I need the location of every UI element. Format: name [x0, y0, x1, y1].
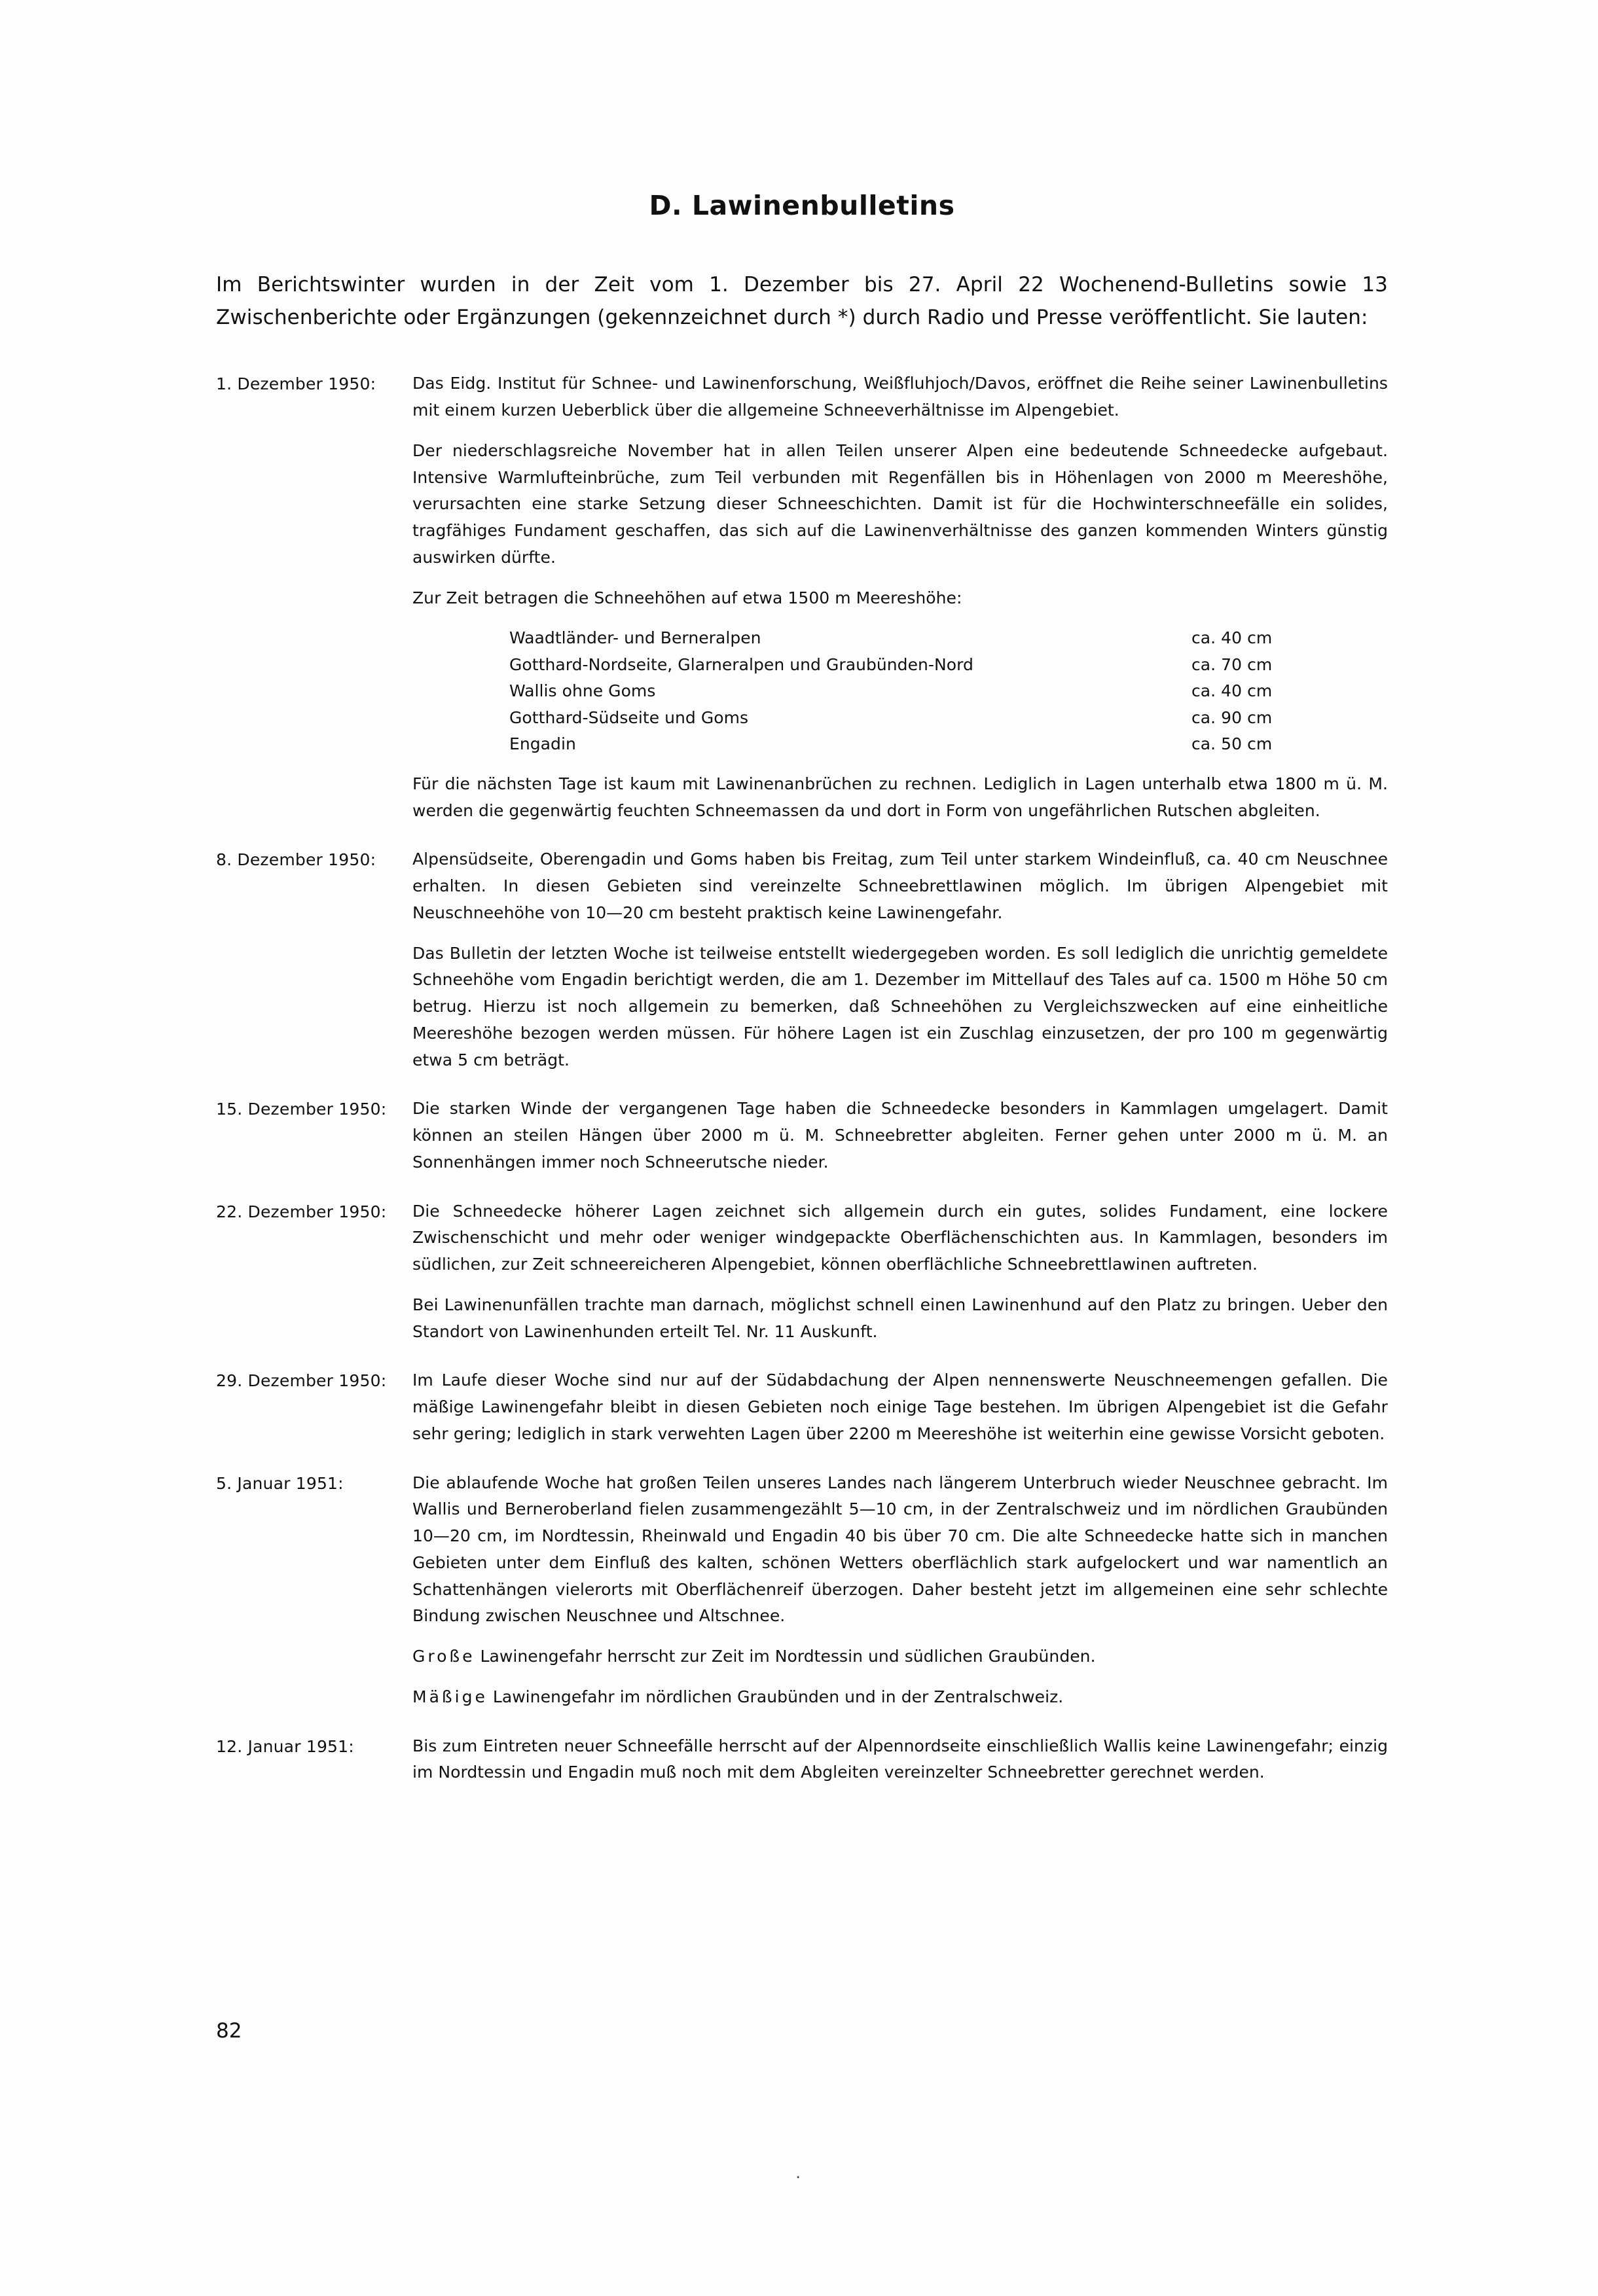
bulletin-date: 22. Dezember 1950:: [216, 1202, 387, 1221]
bulletin-entry: [216, 1733, 1388, 1787]
bulletin-paragraph: Die starken Winde der vergangenen Tage haben die Schneedecke besonders in Kammlagen umgelagert. Damit können an steilen Hängen über 2000 m ü. M. Schneebretter abgleiten. Ferner gehen unter 2000 m ü. M. an Sonnenhängen immer noch Schneerutsche nieder.: [412, 1099, 1388, 1172]
bulletin-paragraph: Alpensüdseite, Oberengadin und Goms haben bis Freitag, zum Teil unter starkem Windeinfluß, ca. 40 cm Neuschnee erhalten. In diesen Gebieten sind vereinzelte Schneebrettlawinen möglich. Im übrigen Alpengebiet mit Neuschneehöhe von 10—20 cm besteht praktisch keine Lawinengefahr.: [412, 850, 1388, 922]
bulletin-date: 29. Dezember 1950:: [216, 1371, 387, 1391]
region-name: Waadtländer- und Berneralpen: [509, 628, 761, 648]
bulletin-paragraph: Für die nächsten Tage ist kaum mit Lawinenanbrüchen zu rechnen. Lediglich in Lagen unterhalb etwa 1800 m ü. M. werden die gegenwärtig feuchten Schneemassen da und dort in Form von ungefährlichen Rutschen abgleiten.: [412, 774, 1388, 820]
bulletin-entry: [216, 1198, 1388, 1346]
bulletin-paragraph-spaced: [412, 1684, 1388, 1711]
table-row: [412, 705, 1388, 732]
bulletin-date: 1. Dezember 1950:: [216, 374, 376, 394]
bulletin-paragraph: Das Bulletin der letzten Woche ist teilweise entstellt wiedergegeben worden. Es soll lediglich die unrichtig gemeldete Schneehöhe vom Engadin berichtigt werden, die am 1. Dezember im Mittellauf des Tales auf ca. 1500 m Höhe 50 cm betrug. Hierzu ist noch allgemein zu bemerken, daß Schneehöhen zu Vergleichszwecken auf eine einheitliche Meereshöhe bezogen werden müssen. Für höhere Lagen ist ein Zuschlag einzusetzen, der pro 100 m gegenwärtig etwa 5 cm beträgt.: [412, 943, 1388, 1069]
bulletin-date: 8. Dezember 1950:: [216, 850, 376, 870]
page-content: [216, 190, 1388, 1808]
bulletin-paragraph: Der niederschlagsreiche November hat in allen Teilen unserer Alpen eine bedeutende Schneedecke aufgebaut. Intensive Warmlufteinbrüche, zum Teil verbunden mit Regenfällen bis in Höhenlagen von 2000 m Meereshöhe, verursachten eine starke Setzung dieser Schneeschichten. Damit ist für die Hochwinterschneefälle ein solides, tragfähiges Fundament geschaffen, das sich auf die Lawinenverhältnisse des ganzen kommenden Winters günstig auswirken dürfte.: [412, 440, 1388, 567]
bulletin-text: [412, 1096, 1388, 1175]
bulletin-paragraph: Bei Lawinenunfällen trachte man darnach, möglichst schnell einen Lawinenhund auf den Platz zu bringen. Ueber den Standort von Lawinenhunden erteilt Tel. Nr. 11 Auskunft.: [412, 1295, 1388, 1341]
table-row: [412, 652, 1388, 679]
intro-paragraph: Im Berichtswinter wurden in der Zeit vom 1. Dezember bis 27. April 22 Wochenend-Bulletins sowie 13 Zwischenberichte oder Ergänzungen (gekennzeichnet durch *) durch Radio und Presse veröffentlicht. Sie lauten:: [216, 273, 1388, 330]
snow-depth: ca. 70 cm: [1191, 655, 1273, 674]
danger-level-text: Lawinengefahr im nördlichen Graubünden und in der Zentralschweiz.: [487, 1687, 1064, 1706]
bulletin-paragraph: Die Schneedecke höherer Lagen zeichnet sich allgemein durch ein gutes, solides Fundament, eine lockere Zwischenschicht und mehr oder weniger windgepackte Oberflächenschichten aus. In Kammlagen, besonders im südlichen, zur Zeit schneereicheren Alpengebiet, können oberflächliche Schneebrettlawinen auftreten.: [412, 1201, 1388, 1274]
region-name: Engadin: [509, 734, 576, 754]
bulletin-entry: [216, 370, 1388, 824]
bulletin-text: [412, 1733, 1388, 1787]
bulletin-paragraph: Im Laufe dieser Woche sind nur auf der Südabdachung der Alpen nennenswerte Neuschneemengen gefallen. Die mäßige Lawinengefahr bleibt in diesen Gebieten noch einige Tage bestehen. Im übrigen Alpengebiet ist die Gefahr sehr gering; lediglich in stark verwehten Lagen über 2200 m Meereshöhe ist weiterhin eine gewisse Vorsicht geboten.: [412, 1371, 1388, 1443]
bulletin-text: [412, 846, 1388, 1073]
bulletin-date: 12. Januar 1951:: [216, 1736, 354, 1756]
table-row: [412, 678, 1388, 705]
bulletin-text: [412, 1198, 1388, 1346]
page-title: D. Lawinenbulletins: [649, 190, 955, 221]
bulletin-text: [412, 1367, 1388, 1447]
table-row: [412, 731, 1388, 758]
region-name: Wallis ohne Goms: [509, 681, 656, 701]
snow-depth: ca. 40 cm: [1191, 681, 1273, 701]
danger-level-label: Mäßige: [412, 1687, 488, 1706]
region-name: Gotthard-Südseite und Goms: [509, 708, 749, 727]
bulletin-entry: [216, 846, 1388, 1073]
snow-depth: ca. 40 cm: [1191, 628, 1273, 648]
bulletin-entry: [216, 1470, 1388, 1711]
danger-level-label: Große: [412, 1647, 475, 1666]
bulletin-date: 15. Dezember 1950:: [216, 1100, 387, 1119]
bulletin-paragraph-spaced: [412, 1643, 1388, 1670]
bulletin-paragraph: Das Eidg. Institut für Schnee- und Lawinenforschung, Weißfluhjoch/Davos, eröffnet die Reihe seiner Lawinenbulletins mit einem kurzen Ueberblick über die allgemeine Schneeverhältnisse im Alpengebiet.: [412, 374, 1388, 420]
bulletin-entry: [216, 1367, 1388, 1447]
page-number: 82: [216, 2019, 242, 2043]
footer-mark: .: [795, 2163, 801, 2183]
bulletin-paragraph: Zur Zeit betragen die Schneehöhen auf etwa 1500 m Meereshöhe:: [412, 588, 962, 607]
snow-depth: ca. 90 cm: [1191, 708, 1273, 727]
bulletin-text: [412, 1470, 1388, 1711]
region-name: Gotthard-Nordseite, Glarneralpen und Graubünden-Nord: [509, 655, 973, 674]
bulletin-paragraph: Die ablaufende Woche hat großen Teilen unseres Landes nach längerem Unterbruch wieder Neuschnee gebracht. Im Wallis und Berneroberland fielen zusammengezählt 5—10 cm, in der Zentralschweiz und im nördlichen Graubünden 10—20 cm, im Nordtessin, Rheinwald und Engadin 40 bis über 70 cm. Die alte Schneedecke hatte sich in manchen Gebieten unter dem Einfluß des kalten, schönen Wetters oberflächlich stark aufgelockert und war namentlich an Schattenhängen vielerorts mit Oberflächenreif überzogen. Daher besteht jetzt im allgemeinen eine sehr schlechte Bindung zwischen Neuschnee und Altschnee.: [412, 1473, 1388, 1626]
bulletin-text: [412, 370, 1388, 824]
bulletin-paragraph: Bis zum Eintreten neuer Schneefälle herrscht auf der Alpennordseite einschließlich Wallis keine Lawinengefahr; einzig im Nordtessin und Engadin muß noch mit dem Abgleiten vereinzelter Schneebretter gerechnet werden.: [412, 1736, 1388, 1782]
snow-depth: ca. 50 cm: [1191, 734, 1273, 754]
snow-depth-table: [412, 625, 1388, 758]
bulletin-date: 5. Januar 1951:: [216, 1473, 344, 1493]
bulletin-entry: [216, 1096, 1388, 1175]
table-row: [412, 625, 1388, 652]
danger-level-text: Lawinengefahr herrscht zur Zeit im Nordtessin und südlichen Graubünden.: [475, 1647, 1096, 1666]
